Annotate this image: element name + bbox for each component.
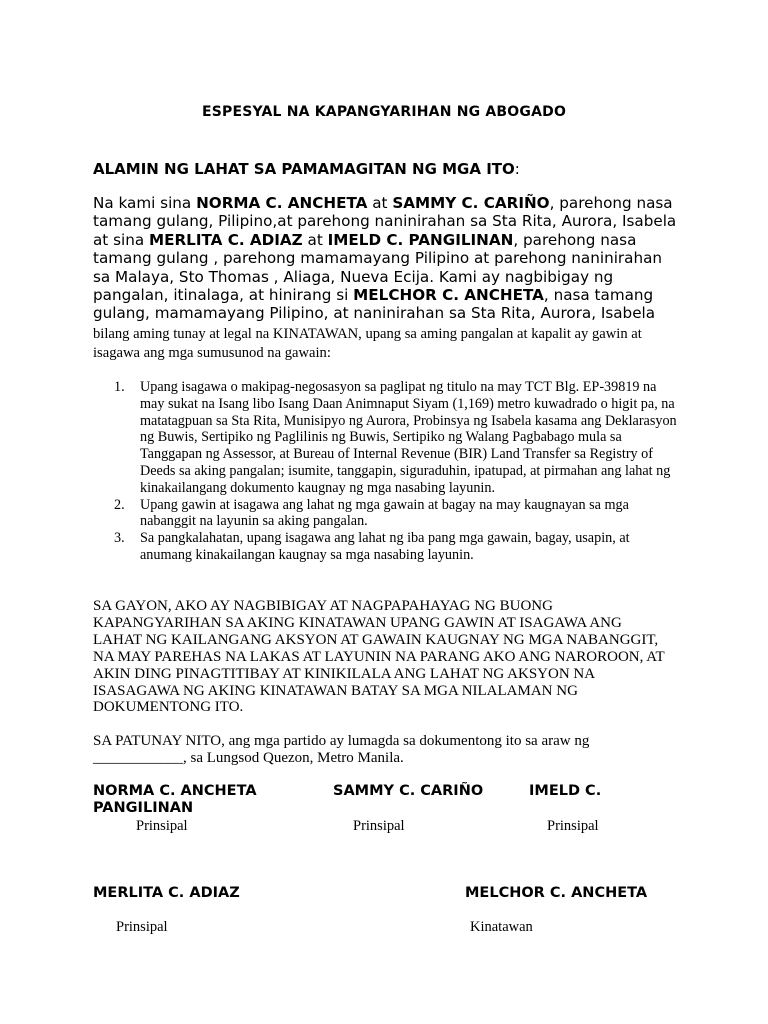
signatory-merlita-role: Prinsipal <box>116 919 168 935</box>
sa-gayon-paragraph: SA GAYON, AKO AY NAGBIBIGAY AT NAGPAPAHAYAG NG BUONG KAPANGYARIHAN SA AKING KINATAWAN UPANG GAWIN AT ISAGAWA ANG LAHAT NG KAILANGANG AKSYON AT GAWAIN KAUGNAY NG MGA NABANGGIT, NA MAY PAREHAS NA LAKAS AT LAYUNIN NA PARANG AKO ANG NAROROON, AT AKIN DING PINAGTITIBAY AT KINIKILALA ANG LAHAT NG AKSYON NA ISASAGAWA NG AKING KINATAWAN BATAY SA MGA NILALAMAN NG DOKUMENTONG ITO. <box>93 598 665 716</box>
signatory-norma-name: NORMA C. ANCHETA <box>93 783 257 799</box>
signatory-merlita-name: MERLITA C. ADIAZ <box>93 885 240 901</box>
signatory-imeld-role: Prinsipal <box>547 818 599 834</box>
signatory-norma-role: Prinsipal <box>136 818 188 834</box>
intro-paragraph <box>93 194 683 363</box>
name-merlita: MERLITA C. ADIAZ <box>148 230 303 249</box>
intro-text: , nasa tamang gulang, mamamayang Pilipino, at naninirahan sa Sta Rita, Aurora, Isabela <box>93 286 656 323</box>
list-item <box>114 497 680 531</box>
signatory-imeld-name: IMELD C. <box>529 783 602 799</box>
list-item-number: 2. <box>114 496 125 513</box>
document-heading <box>93 160 520 178</box>
heading-colon: : <box>514 160 520 178</box>
intro-text: at <box>367 194 393 212</box>
list-item-number: 1. <box>114 379 125 395</box>
intro-text: at <box>302 230 328 249</box>
list-item-text: Sa pangkalahatan, upang isagawa ang lahat ng iba pang mga gawain, bagay, usapin, at anumang kinakailangan kaugnay sa mga nasabing layunin. <box>140 530 630 563</box>
intro-text: , parehong nasa tamang gulang , parehong mamamayang Pilipino at parehong naninirahan sa Malaya, Sto Thomas , Aliaga, Nueva Ecija. Kami ay nagbibigay ng pangalan, itinalaga, at hinirang si <box>93 230 663 305</box>
document-title: ESPESYAL NA KAPANGYARIHAN NG ABOGADO <box>201 104 567 120</box>
intro-text-serif: bilang aming tunay at legal na KINATAWAN, upang sa aming pangalan at kapalit ay gawin at isagawa ang mga sumusunod na gawain: <box>93 325 642 362</box>
heading-text: ALAMIN NG LAHAT SA PAMAMAGITAN NG MGA ITO <box>93 160 515 178</box>
intro-text: Na kami sina <box>93 194 197 212</box>
list-item-number: 3. <box>114 530 125 547</box>
intro-text: , parehong nasa tamang gulang, Pilipino,at parehong naninirahan sa Sta Rita, Aurora, Isabela at sina <box>93 194 677 249</box>
name-sammy: SAMMY C. CARIÑO <box>392 194 550 212</box>
signatory-melchor-name: MELCHOR C. ANCHETA <box>465 885 648 901</box>
name-melchor: MELCHOR C. ANCHETA <box>353 286 544 305</box>
list-item <box>114 379 680 497</box>
signatory-imeld-name-cont: PANGILINAN <box>93 800 194 816</box>
list-item <box>114 530 680 564</box>
numbered-list <box>114 379 680 564</box>
signatory-sammy-role: Prinsipal <box>353 818 405 834</box>
name-norma: NORMA C. ANCHETA <box>196 194 368 212</box>
list-item-text: Upang gawin at isagawa ang lahat ng mga gawain at bagay na may kaugnayan sa mga nabanggit na layunin sa aking pangalan. <box>140 496 629 530</box>
signatory-melchor-role: Kinatawan <box>470 919 533 935</box>
sa-patunay-paragraph: SA PATUNAY NITO, ang mga partido ay lumagda sa dokumentong ito sa araw ng ____________, sa Lungsod Quezon, Metro Manila. <box>93 733 590 766</box>
list-item-text: Upang isagawa o makipag-negosasyon sa paglipat ng titulo na may TCT Blg. EP-39819 na may sukat na Isang libo Isang Daan Animnaput Siyam (1,169) metro kuwadrado o higit pa, na matatagpuan sa Sta Rita, Munisipyo ng Aurora, Probinsya ng Isabela kasama ang Deklarasyon ng Buwis, Sertipiko ng Paglilinis ng Buwis, Sertipiko ng Walang Pagbabago mula sa Tanggapan ng Assessor, at Bureau of Internal Revenue (BIR) Land Transfer sa Registry of Deeds sa aking pangalan; isumite, tanggapin, siguraduhin, ipatupad, at pirmahan ang lahat ng kinakailangang dokumento kaugnay ng mga nasabing layunin. <box>140 379 677 496</box>
signatory-sammy-name: SAMMY C. CARIÑO <box>333 783 484 799</box>
name-imeld: IMELD C. PANGILINAN <box>327 230 514 249</box>
